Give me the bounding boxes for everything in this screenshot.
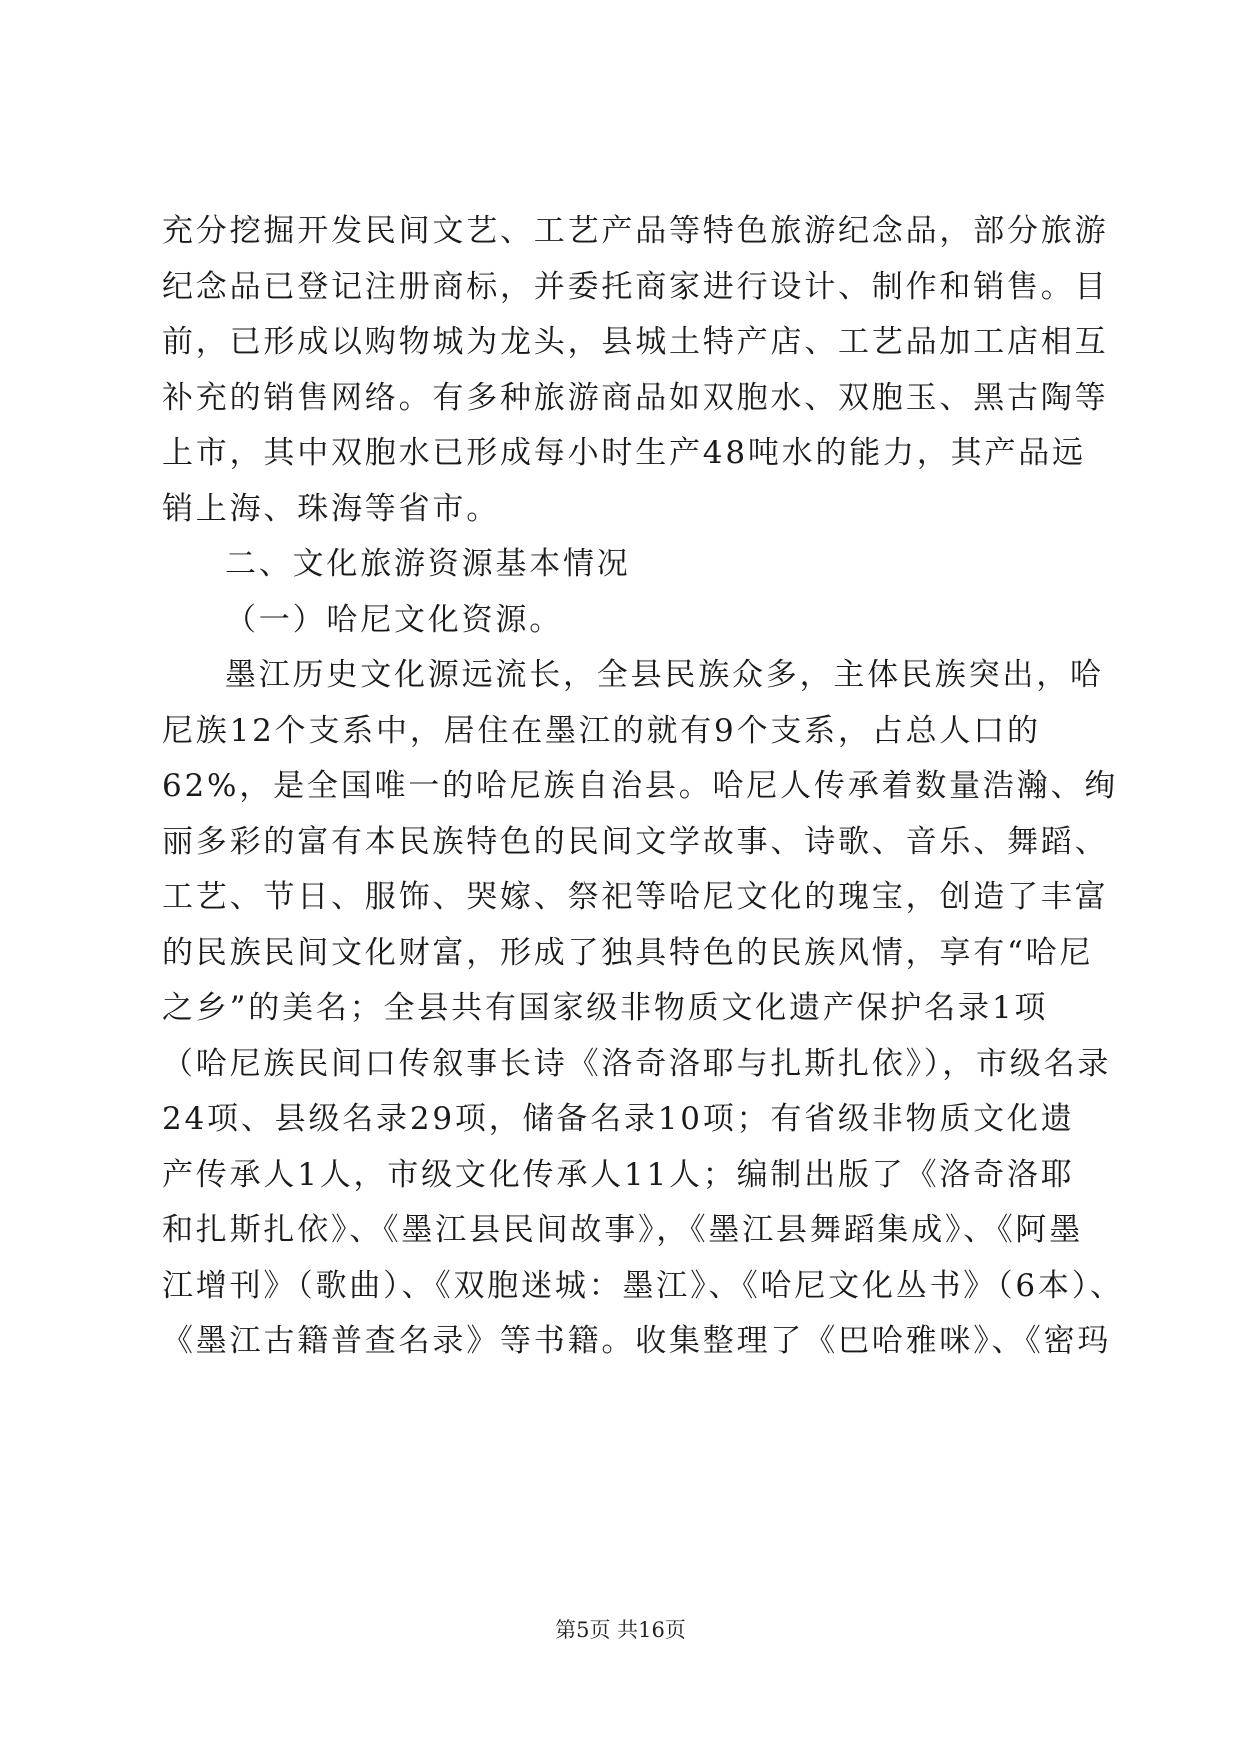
section-heading: 二、文化旅游资源基本情况 — [225, 546, 631, 582]
paragraph-line: 之乡”的美名；全县共有国家级非物质文化遗产保护名录1项 — [162, 990, 1049, 1026]
paragraph-line: 和扎斯扎依》、《墨江县民间故事》，《墨江县舞蹈集成》、《阿墨 — [162, 1212, 1083, 1248]
paragraph-line: 墨江历史文化源远流长，全县民族众多，主体民族突出，哈 — [225, 657, 1104, 693]
paragraph-line: 补充的销售网络。有多种旅游商品如双胞水、双胞玉、黑古陶等 — [162, 380, 1109, 416]
paragraph-line: 销上海、珠海等省市。 — [162, 491, 500, 527]
paragraph-line: 的民族民间文化财富，形成了独具特色的民族风情，享有“哈尼 — [162, 935, 1094, 971]
paragraph-line: 充分挖掘开发民间文艺、工艺产品等特色旅游纪念品，部分旅游 — [162, 213, 1109, 249]
paragraph-line: 尼族12个支系中，居住在墨江的就有9个支系，占总人口的 — [162, 713, 1041, 749]
paragraph-line: 产传承人1人，市级文化传承人11人；编制出版了《洛奇洛耶 — [162, 1157, 1075, 1193]
paragraph-line: （哈尼族民间口传叙事长诗《洛奇洛耶与扎斯扎依》），市级名录 — [162, 1046, 1112, 1082]
paragraph-line: 24项、县级名录29项，储备名录10项；有省级非物质文化遗 — [162, 1101, 1075, 1137]
paragraph-line: 工艺、节日、服饰、哭嫁、祭祀等哈尼文化的瑰宝，创造了丰富 — [162, 879, 1109, 915]
subsection-heading: （一）哈尼文化资源。 — [225, 602, 563, 638]
paragraph-line: 《墨江古籍普查名录》等书籍。收集整理了《巴哈雅咪》、《密玛 — [162, 1323, 1112, 1359]
page-number-footer: 第5页 共16页 — [555, 1618, 686, 1642]
paragraph-line: 62%，是全国唯一的哈尼族自治县。哈尼人传承着数量浩瀚、绚 — [162, 768, 1119, 804]
paragraph-line: 江增刊》（歌曲）、《双胞迷城：墨江》、《哈尼文化丛书》（6本）、 — [162, 1268, 1124, 1304]
paragraph-line: 前，已形成以购物城为龙头，县城土特产店、工艺品加工店相互 — [162, 324, 1109, 360]
paragraph-line: 纪念品已登记注册商标，并委托商家进行设计、制作和销售。目 — [162, 269, 1109, 305]
paragraph-line: 丽多彩的富有本民族特色的民间文学故事、诗歌、音乐、舞蹈、 — [162, 824, 1109, 860]
paragraph-line: 上市，其中双胞水已形成每小时生产48吨水的能力，其产品远 — [162, 435, 1086, 471]
